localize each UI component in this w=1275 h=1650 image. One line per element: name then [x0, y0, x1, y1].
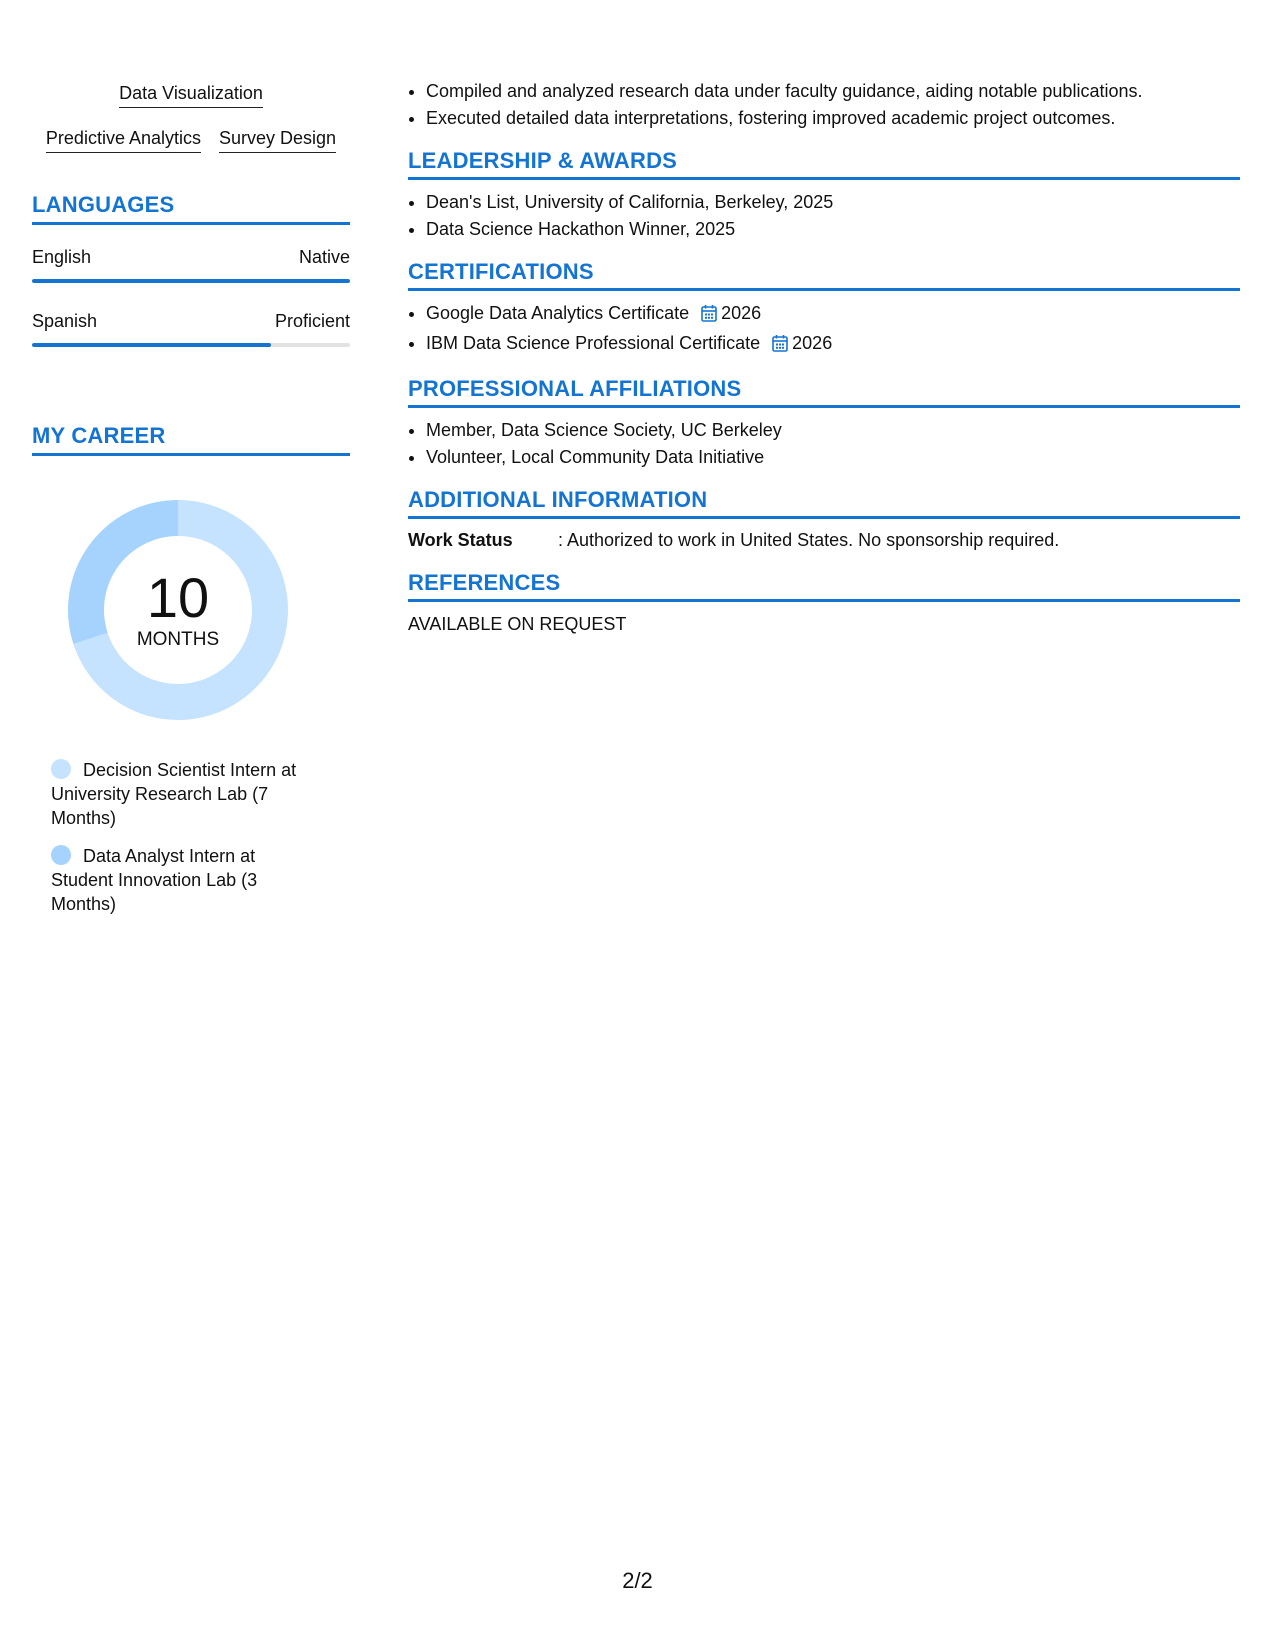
languages-heading: LANGUAGES	[32, 192, 350, 225]
experience-bullet: • Executed detailed data interpretations, fostering improved academic project outcomes.	[426, 105, 1240, 132]
affiliation-item: • Volunteer, Local Community Data Initiative	[426, 444, 1240, 471]
language-proficiency-fill	[32, 343, 271, 347]
certification-name: IBM Data Science Professional Certificate	[426, 333, 761, 353]
career-total-value: 10	[146, 566, 210, 629]
skill-tag: Predictive Analytics	[46, 125, 201, 153]
leadership-list	[408, 189, 1240, 243]
sidebar	[32, 80, 350, 930]
language-name: English	[32, 247, 92, 267]
work-status-label: Work Status	[408, 530, 513, 550]
career-total-unit: MONTHS	[136, 629, 220, 650]
experience-bullet: • Compiled and analyzed research data under faculty guidance, aiding notable publications.	[426, 78, 1240, 105]
certifications-heading: CERTIFICATIONS	[408, 259, 1240, 291]
skill-tag: Data Visualization	[119, 80, 263, 108]
language-item	[32, 245, 350, 283]
certification-item	[426, 330, 1240, 360]
career-legend	[51, 758, 321, 916]
career-heading: MY CAREER	[32, 423, 350, 456]
language-proficiency-fill	[32, 279, 350, 283]
career-donut-chart	[66, 498, 290, 722]
language-item	[32, 309, 350, 347]
leadership-heading: LEADERSHIP & AWARDS	[408, 148, 1240, 180]
affiliations-heading: PROFESSIONAL AFFILIATIONS	[408, 376, 1240, 408]
leadership-item: • Data Science Hackathon Winner, 2025	[426, 216, 1240, 243]
references-text: AVAILABLE ON REQUEST	[408, 614, 627, 634]
legend-dot	[51, 845, 71, 865]
career-legend-label: Decision Scientist Intern at University Research Lab (7 Months)	[51, 760, 297, 828]
career-legend-label: Data Analyst Intern at Student Innovation Lab (3 Months)	[51, 846, 258, 914]
work-status-value: : Authorized to work in United States. No sponsorship required.	[558, 530, 1060, 550]
calendar-icon	[701, 303, 717, 330]
work-status-row	[408, 528, 1240, 552]
additional-info-heading: ADDITIONAL INFORMATION	[408, 487, 1240, 519]
references-heading: REFERENCES	[408, 570, 1240, 602]
career-legend-item	[51, 844, 321, 916]
language-level: Native	[298, 247, 350, 267]
language-name: Spanish	[32, 311, 98, 331]
certification-year: 2026	[792, 333, 833, 353]
calendar-icon	[772, 333, 788, 360]
experience-bullets	[408, 78, 1240, 132]
skills-section	[32, 80, 350, 153]
affiliations-list	[408, 417, 1240, 471]
certification-name: Google Data Analytics Certificate	[426, 303, 690, 323]
certifications-list	[408, 300, 1240, 360]
language-proficiency-bar	[32, 279, 350, 283]
main-column	[408, 78, 1240, 636]
page-number: 2/2	[622, 1568, 653, 1593]
skill-tag: Survey Design	[219, 125, 336, 153]
certification-year: 2026	[721, 303, 762, 323]
language-level: Proficient	[274, 311, 350, 331]
leadership-item: • Dean's List, University of California, Berkeley, 2025	[426, 189, 1240, 216]
certification-item	[426, 300, 1240, 330]
career-legend-item	[51, 758, 321, 830]
legend-dot	[51, 759, 71, 779]
affiliation-item: • Member, Data Science Society, UC Berkeley	[426, 417, 1240, 444]
language-proficiency-bar	[32, 343, 350, 347]
